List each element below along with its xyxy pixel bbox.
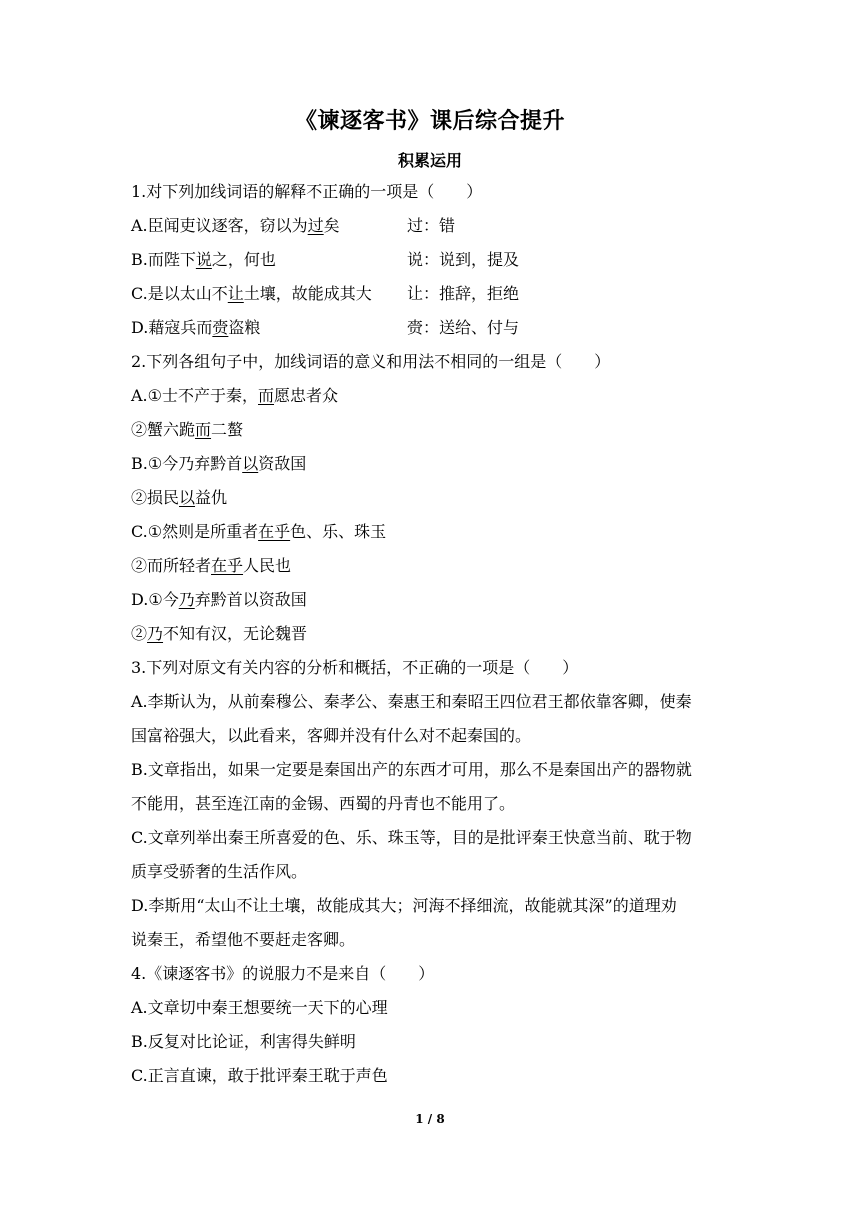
q1-option-d: D.藉寇兵而赍盗粮 (131, 318, 261, 337)
q3-line: 不能用，甚至连江南的金锡、西蜀的丹青也不能用了。 (131, 794, 516, 813)
q2-line: A.①士不产于秦，而愿忠者众 (131, 386, 339, 405)
q3-line: C.文章列举出秦王所喜爱的色、乐、珠玉等，目的是批评秦王快意当前、耽于物 (131, 828, 692, 847)
section-heading: 积累运用 (397, 151, 462, 170)
underlined-word: 在乎 (258, 522, 291, 541)
q2-line: D.①今乃弃黔首以资敌国 (131, 590, 307, 609)
page-number: 1 / 8 (415, 1112, 445, 1126)
underlined-word: 说 (195, 250, 212, 269)
underlined-word: 以 (179, 488, 196, 507)
q2-line: ②损民以益仇 (131, 488, 228, 507)
underlined-word: 赍 (212, 318, 229, 337)
q1-option-c: C.是以太山不让土壤，故能成其大 (131, 284, 372, 303)
underlined-word: 而 (258, 386, 275, 405)
underlined-word: 过 (307, 216, 324, 235)
underlined-word: 在乎 (211, 556, 244, 575)
q1-option-a-gloss: 过：错 (407, 216, 456, 235)
underlined-word: 让 (227, 284, 244, 303)
q4-line: B.反复对比论证，利害得失鲜明 (131, 1032, 356, 1051)
q1-option-c-gloss: 让：推辞，拒绝 (407, 284, 520, 303)
underlined-word: 乃 (178, 590, 195, 609)
q2-line: B.①今乃弃黔首以资敌国 (131, 454, 307, 473)
q4-line: A.文章切中秦王想要统一天下的心理 (131, 998, 388, 1017)
q3-line: D.李斯用“太山不让土壤，故能成其大；河海不择细流，故能就其深”的道理劝 (131, 896, 677, 915)
page-title: 《谏逐客书》课后综合提升 (294, 108, 565, 134)
q1-option-b-gloss: 说：说到，提及 (407, 250, 520, 269)
q3-line: 质享受骄奢的生活作风。 (131, 862, 308, 881)
underlined-word: 以 (242, 454, 259, 473)
q4-stem: 4.《谏逐客书》的说服力不是来自（ ） (131, 964, 435, 983)
q3-line: B.文章指出，如果一定要是秦国出产的东西才可用，那么不是秦国出产的器物就 (131, 760, 692, 779)
q2-line: ②而所轻者在乎人民也 (131, 556, 292, 575)
q3-line: A.李斯认为，从前秦穆公、秦孝公、秦惠王和秦昭王四位君王都依靠客卿，使秦 (131, 692, 692, 711)
q2-stem: 2.下列各组句子中，加线词语的意义和用法不相同的一组是（ ） (131, 352, 611, 371)
q2-line: ②蟹六跪而二螯 (131, 420, 244, 439)
q2-line: ②乃不知有汉，无论魏晋 (131, 624, 308, 643)
q1-stem: 1.对下列加线词语的解释不正确的一项是（ ） (131, 182, 483, 201)
q2-line: C.①然则是所重者在乎色、乐、珠玉 (131, 522, 387, 541)
q3-stem: 3.下列对原文有关内容的分析和概括，不正确的一项是（ ） (131, 658, 579, 677)
q3-line: 国富裕强大，以此看来，客卿并没有什么对不起秦国的。 (131, 726, 532, 745)
q1-option-d-gloss: 赍：送给、付与 (407, 318, 520, 337)
underlined-word: 而 (195, 420, 212, 439)
q3-line: 说秦王，希望他不要赶走客卿。 (131, 930, 356, 949)
q4-line: C.正言直谏，敢于批评秦王耽于声色 (131, 1066, 388, 1085)
q1-option-a: A.臣闻吏议逐客，窃以为过矣 (131, 216, 340, 235)
underlined-word: 乃 (147, 624, 164, 643)
q1-option-b: B.而陛下说之，何也 (131, 250, 276, 269)
